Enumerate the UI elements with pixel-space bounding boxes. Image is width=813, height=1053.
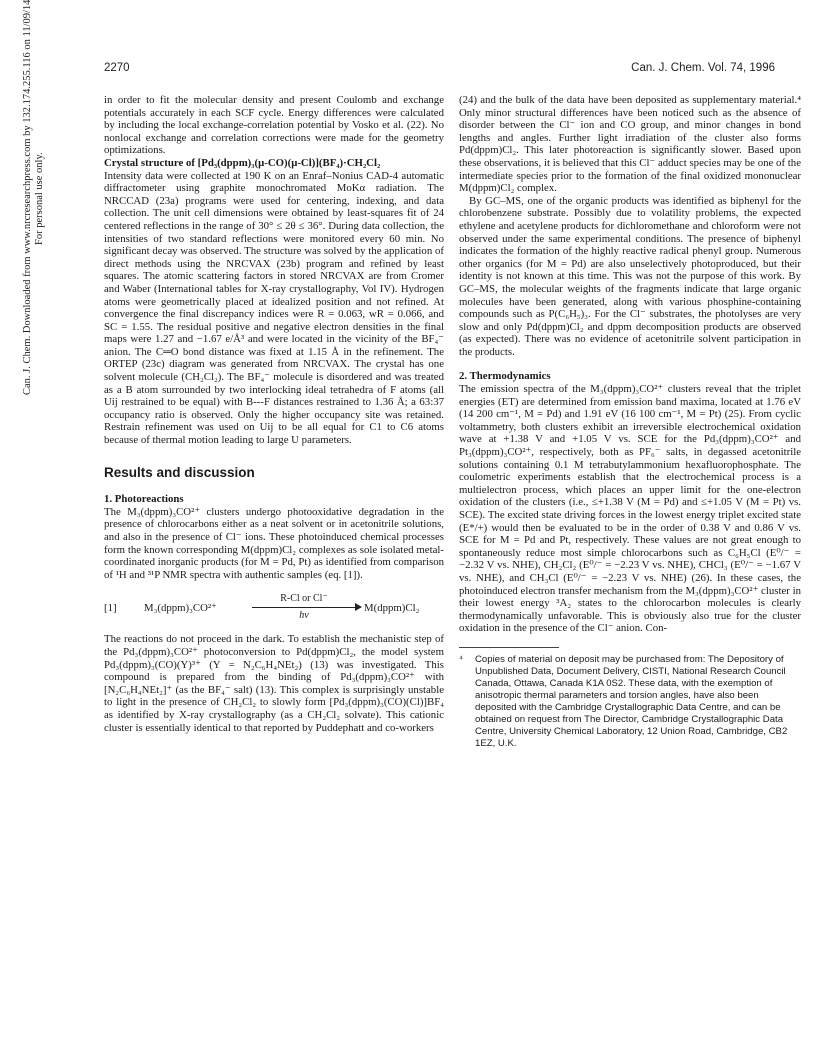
footnote-text: Copies of material on deposit may be purchased from: The Depository of Unpublished Data, Document Delivery, CISTI, National Research Council Canada, Ottawa, Canada K1A 0S2. These data, with the exemption of anisotropic thermal parameters and torsion angles, have also been deposited with the Cambridge Crystallographic Data Centre, and can be obtained on request from The Director, Cambridge Crystallographic Data Centre, University Chemical Laboratory, 12 Union Road, Cambridge, CB2 1EZ, U.K. xyxy=(475,653,788,749)
equation-reactant: M₃(dppm)₃CO²⁺ xyxy=(144,602,217,615)
running-header: Can. J. Chem. Vol. 74, 1996 xyxy=(631,62,775,74)
equation-1 xyxy=(104,595,444,621)
right-column xyxy=(459,94,801,750)
arrow-light: hν xyxy=(299,610,309,622)
paragraph: in order to fit the molecular density and present Coulomb and exchange potentials accurately in each SCF cycle. Energy differences were calculated by including the local exchange-correlation potential by Vosko et al. (22). No nonlocal exchange and correlation corrections were made for the geometry optimizations. xyxy=(104,94,444,157)
footnote-divider xyxy=(459,647,559,648)
download-notice-line2: For personal use only. xyxy=(34,152,45,245)
equation-product: M(dppm)Cl₂ xyxy=(364,602,420,615)
reaction-arrow xyxy=(244,595,364,621)
section-heading-crystal: Crystal structure of [Pd₃(dppm)₃(μ-CO)(μ-Cl)](BF₄)·CH₂Cl₂ xyxy=(104,156,381,169)
paragraph: By GC–MS, one of the organic products was identified as biphenyl for the chlorobenzene substrate. Possibly due to volatility problems, the expected ethylene and acetylene products for dichloromethane and chloroform were not observed under the same experimental conditions. The presence of biphenyl indicates the formation of the highly reactive radical phenyl group. Numerous other organics (for M = Pd) are also unselectively photoproduced, but their identity is not known at this time. This was not the purpose of this work. By GC–MS, the molecular weights of the fragments indicate that large organic molecules have been generated, along with various phosphine-containing compounds such as P(C₆H₅)₃. For the Cl⁻ substrates, the photolyses are very slow and only Pd(dppm)Cl₂ and dppm decomposition products are observed (as expected). There was no evidence of acetonitrile solvent participation in the products. xyxy=(459,194,801,358)
arrow-line xyxy=(252,607,356,608)
paragraph: Intensity data were collected at 190 K on an Enraf–Nonius CAD-4 automatic diffractometer using graphite monochromated MoKα radiation. The NRCCAD (23a) programs were used for centering, indexing, and data collection. The unit cell dimensions were obtained by least-squares fit of 24 centered reflections in the range of 30° ≤ 2θ ≤ 36°. During data collection, the intensities of two standard reflections were monitored every 60 min. No significant decay was observed. The structure was solved by the application of direct methods using the NRCVAX (23b) program and refined by least squares. The atomic scattering factors in stored NRCVAX are from Cromer and Waber (International tables for X-ray crystallography, Vol IV). Hydrogen atoms were geometrically placed at idealized position and not refined. At convergence the final discrepancy indices were R = 0.063, wR = 0.066, and SC = 1.55. The residual positive and negative electron densities in the final maps were 1.27 and −1.67 e/Å³ and were located in the vicinity of the BF₄⁻ anion. The C═O bond distance was fixed at 1.15 Å in the refinement. The ORTEP (23c) diagram was generated from NRCVAX. The crystal has one solvent molecule (CH₂Cl₂). The BF₄⁻ molecule is disordered and was treated as a B atom surrounded by two interlocking ideal tetrahedra of F atoms (all Uij restrained to be equal) with B---F distances restrained to 1.36 Å; a 63:37 occupancy ratio is observed. Only the higher occupancy site was retained. Restrain refinement was used on Uij to be all equal for C1 to C6 atoms because of thermal motion leading to large U parameters. xyxy=(104,169,444,447)
download-notice-text xyxy=(22,0,46,395)
footnote xyxy=(459,654,801,750)
arrow-condition: R-Cl or Cl⁻ xyxy=(280,593,328,605)
paragraph: The reactions do not proceed in the dark. To establish the mechanistic step of the Pd₃(dppm)₃CO²⁺ photoconversion to Pd(dppm)Cl₂, the model system Pd₃(dppm)₃(CO)(Y)³⁺ (Y = N₂C₆H₄NEt₂) (13) was investigated. This compound is prepared from the binding of Pd₃(dppm)₃CO²⁺ with [N₂C₆H₄NEt₂]⁺ (as the BF₄⁻ salt) (13). This complex is surprisingly unstable to light in the presence of CH₂Cl₂ to slowly form [Pd₃(dppm)₃(CO)(Cl)]BF₄ as identified by X-ray crystallography (as a CH₂Cl₂ solvate). This cationic cluster is essentially identical to that reported by Puddephatt and co-workers xyxy=(104,633,444,734)
paragraph: The emission spectra of the M₃(dppm)₃CO²⁺ clusters reveal that the triplet energies (ET) are determined from emission band maxima, located at 1.76 eV (14 200 cm⁻¹, M = Pd) and 1.91 eV (16 100 cm⁻¹, M = Pt) (25). From cyclic voltammetry, both clusters exhibit an irreversible electrochemical oxidation wave at +1.38 V and +1.05 V vs. SCE for the Pd₃(dppm)₃CO²⁺ and Pt₃(dppm)₃CO²⁺, respectively, both as PF₆⁻ salts, in degassed acetonitrile solutions containing 0.1 M tetrabutylammonium hexafluorophosphate. The coulometric experiments establish that the electrochemical process is a multielectron process, which places an upper limit for the one-electron oxidation of the clusters (i.e., ≤+1.38 V (M = Pd) and ≤+1.05 V (M = Pt) vs. SCE). The excited state driving forces in the lowest energy triplet excited state (E*/+) would then be evaluated to be in the order of 0.38 V and 0.86 V vs. SCE for M = Pd and Pt, respectively. These values are not great enough to spontaneously reduce most simple chlorocarbons such as C₆H₅Cl (E⁰/⁻ = −2.32 V vs. NHE), CH₂Cl₂ (E⁰/⁻ = −2.23 V vs. NHE), CHCl₃ (E⁰/⁻ = −1.67 V vs. NHE), and CH₃Cl (E⁰/⁻ = −2.23 V vs. NHE) (26). In these cases, the photoinduced electron transfer mechanism from the M₃(dppm)₃CO²⁺ cluster in their lowest energy ³A₂ states to the chlorocarbon molecules is clearly thermodynamically unfavorable. This is obviously also true for the cluster oxidation in the presence of the Cl⁻ anion. Con- xyxy=(459,383,801,635)
page-number: 2270 xyxy=(104,62,130,74)
section-heading-results: Results and discussion xyxy=(104,464,255,480)
equation-number: [1] xyxy=(104,602,117,615)
paragraph: The M₃(dppm)₃CO²⁺ clusters undergo photooxidative degradation in the presence of chlorocarbons either as a neat solvent or in acetonitrile solutions, and also in the presence of Cl⁻ ions. These photoinduced chemical processes form the known corresponding M(dppm)Cl₂ complexes as sole isolated metal-coordinated inorganic products (for M = Pd, Pt) as identified from comparison of ¹H and ³¹P NMR spectra with authentic samples (eq. [1]). xyxy=(104,505,444,581)
download-notice-line1: Can. J. Chem. Downloaded from www.nrcresearchpress.com by 132.174.255.116 on 11/09/14 xyxy=(22,0,33,395)
left-column xyxy=(104,94,444,734)
footnote-number: ⁴ xyxy=(459,653,464,665)
paragraph: (24) and the bulk of the data have been deposited as supplementary material.⁴ Only minor structural differences have been noticed such as the absence of disorder between the Cl⁻ ion and CO group, and minor changes in bond lengths and angles. Further light irradiation of the cluster also forms Pd(dppm)Cl₂. This later photoreaction is significantly slower. Based upon these observations, it is believed that this Cl⁻ adduct species may be one of the intermediate species prior to the formation of the final oxidized mononuclear M(dppm)Cl₂ complex. xyxy=(459,94,801,195)
subsection-heading-photoreactions: 1. Photoreactions xyxy=(104,493,184,506)
subsection-heading-thermodynamics: 2. Thermodynamics xyxy=(459,370,551,383)
